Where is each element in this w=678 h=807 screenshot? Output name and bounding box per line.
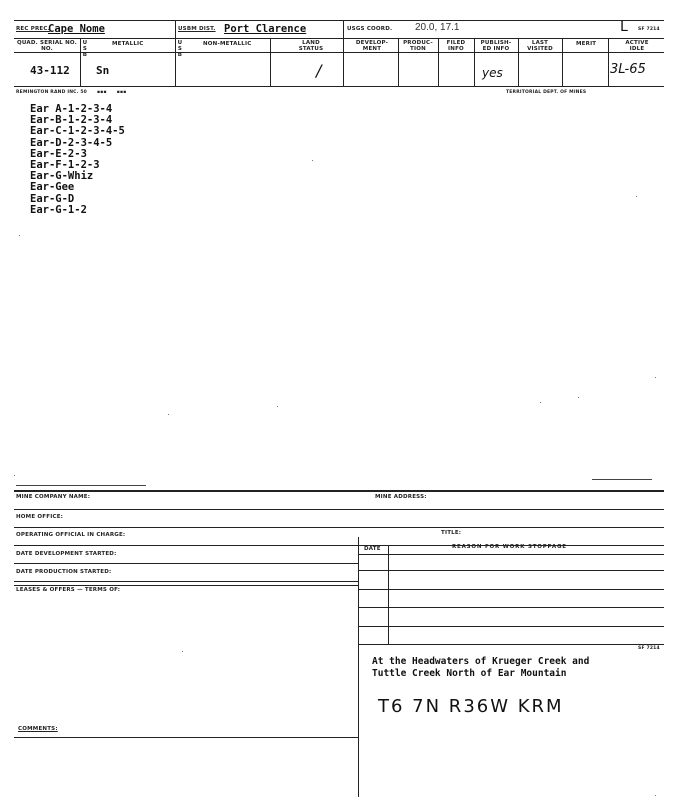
location-text-line-1: At the Headwaters of Krueger Creek and (372, 656, 590, 667)
metallic-value: Sn (96, 64, 110, 77)
mine-company-name-label: MINE COMPANY NAME: (16, 494, 91, 500)
operating-official-label: OPERATING OFFICIAL IN CHARGE: (16, 532, 126, 538)
quad-serial-label: QUAD. SERIAL NO. NO. (17, 40, 77, 52)
date-dev-started-label: DATE DEVELOPMENT STARTED: (16, 551, 117, 557)
list-item: Ear-C-1-2-3-4-5 (30, 125, 125, 138)
mine-address-label: MINE ADDRESS: (375, 494, 427, 500)
filed-info-label: FILED INFO (446, 40, 466, 52)
usbm-dist-value: Port Clarence (224, 23, 307, 35)
list-item: Ear-Gee (30, 181, 75, 194)
location-text-line-2: Tuttle Creek North of Ear Mountain (372, 668, 567, 679)
form-number-top: SF 7214 (638, 27, 660, 32)
land-status-value: / (316, 61, 322, 80)
usgs-coord-label: USGS COORD. (347, 26, 393, 32)
list-item: Ear-G-D (30, 192, 75, 205)
active-idle-value: 3L-65 (610, 62, 646, 77)
date-col-label: DATE (364, 546, 381, 552)
usgs-coord-value: 20.0, 17.1 (415, 22, 460, 33)
metallic-label: METALLIC (112, 41, 144, 47)
list-item: Ear-G-1-2 (30, 203, 87, 216)
claims-list (30, 104, 125, 216)
list-item: Ear-F-1-2-3 (30, 159, 100, 172)
reason-col-label: REASON FOR WORK STOPPAGE (452, 544, 567, 550)
merit-label: MERIT (576, 41, 597, 47)
last-visited-label: LAST VISITED (527, 40, 553, 52)
non-metallic-label: NON-METALLIC (203, 41, 252, 47)
production-label: PRODUC- TION (403, 40, 433, 52)
list-item: Ear-D-2-3-4-5 (30, 136, 113, 149)
rec-prec-value: Cape Nome (48, 23, 105, 35)
usbm-dist-label: USBM DIST. (178, 26, 216, 32)
land-status-label: LAND STATUS (298, 40, 324, 52)
published-info-value: yes (482, 66, 503, 80)
printer-credit: REMINGTON RAND INC. 50 ▪▪▪ ▪▪▪ (16, 90, 127, 95)
list-item: Ear A-1-2-3-4 (30, 103, 113, 115)
active-idle-label: ACTIVE IDLE (625, 40, 649, 52)
development-label: DEVELOP- MENT (355, 40, 389, 52)
leases-label: LEASES & OFFERS — TERMS OF: (16, 587, 121, 593)
list-item: Ear-E-2-3 (30, 147, 87, 160)
usb-label-metallic: U S B (82, 40, 88, 58)
form-number-bottom: SF 7214 (638, 646, 660, 651)
usb-label-nonmetallic: U S B (177, 40, 183, 58)
home-office-label: HOME OFFICE: (16, 514, 64, 520)
comments-label: COMMENTS: (18, 726, 58, 732)
territorial-dept: TERRITORIAL DEPT. OF MINES (506, 90, 587, 95)
title-label: TITLE: (441, 530, 462, 536)
list-item: Ear-B-1-2-3-4 (30, 114, 113, 127)
published-info-label: PUBLISH- ED INFO (480, 40, 512, 52)
rec-prec-label: REC PREC. (16, 26, 50, 32)
corner-mark: L (620, 19, 628, 35)
township-note: T6 7N R36W KRM (378, 696, 564, 717)
quad-serial-value: 43-112 (30, 64, 70, 77)
date-prod-started-label: DATE PRODUCTION STARTED: (16, 569, 112, 575)
list-item: Ear-G-Whiz (30, 170, 94, 183)
